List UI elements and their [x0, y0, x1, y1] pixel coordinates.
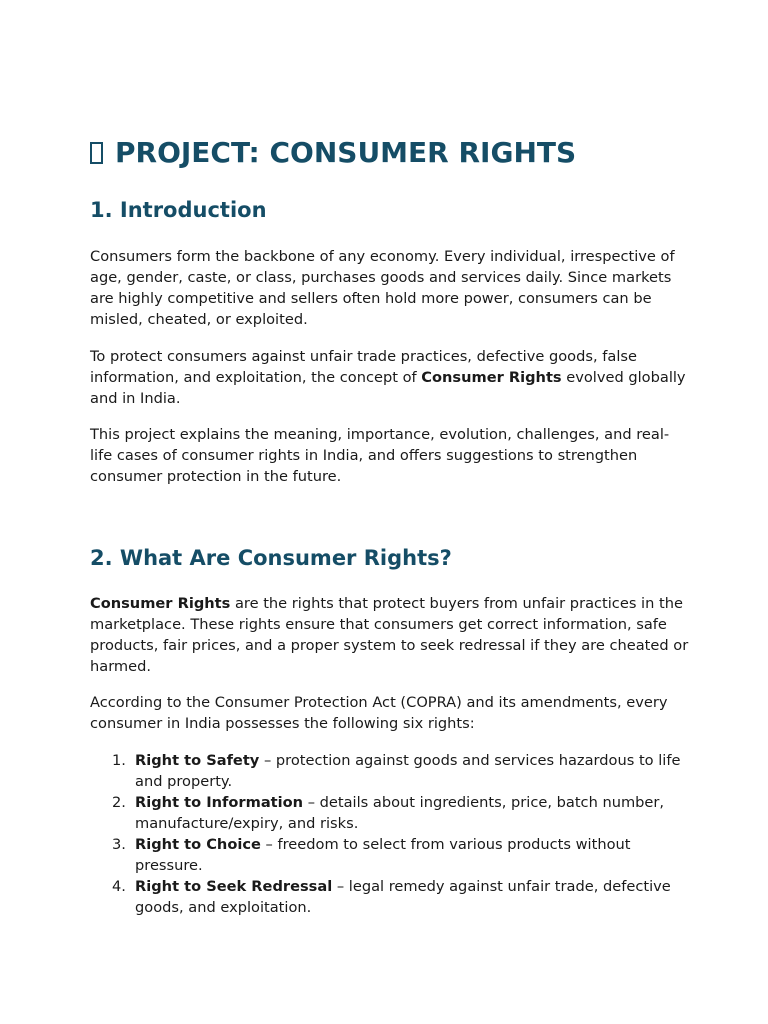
section-heading-introduction: 1. Introduction	[90, 198, 267, 222]
list-item-description: – legal remedy against unfair trade, defective goods, and exploitation.	[135, 878, 671, 916]
intro-paragraph-2-bold: Consumer Rights	[421, 369, 562, 386]
page-title	[90, 134, 576, 172]
rights-list	[90, 750, 690, 918]
definition-paragraph-after: are the rights that protect buyers from unfair practices in the marketplace. These rights ensure that consumers get correct information, safe products, fair prices, and a proper system to seek redressal if they are cheated or harmed.	[90, 595, 689, 675]
list-item-number: 1.	[112, 752, 126, 769]
intro-paragraph-3: This project explains the meaning, importance, evolution, challenges, and real-life cases of consumer rights in India, and offers suggestions to strengthen consumer protection in the future.	[90, 426, 670, 485]
missing-glyph-icon	[90, 142, 103, 164]
list-item	[90, 834, 690, 876]
list-item	[90, 792, 690, 834]
list-item-number: 3.	[112, 836, 126, 853]
list-item-description: – protection against goods and services hazardous to life and property.	[135, 752, 681, 790]
list-item	[90, 876, 690, 918]
copra-paragraph: According to the Consumer Protection Act (COPRA) and its amendments, every consumer in India possesses the following six rights:	[90, 694, 668, 732]
list-item-description: – freedom to select from various products without pressure.	[135, 836, 631, 874]
list-item-title: Right to Information	[135, 794, 304, 811]
list-item-title: Right to Safety	[135, 752, 260, 769]
list-item-description: – details about ingredients, price, batch number, manufacture/expiry, and risks.	[135, 794, 665, 832]
list-item-number: 2.	[112, 794, 126, 811]
list-item-number: 4.	[112, 878, 126, 895]
section-heading-what-are-consumer-rights: 2. What Are Consumer Rights?	[90, 546, 452, 570]
list-item	[90, 750, 690, 792]
intro-paragraph-1: Consumers form the backbone of any economy. Every individual, irrespective of age, gender, caste, or class, purchases goods and services daily. Since markets are highly competitive and sellers often hold more power, consumers can be misled, cheated, or exploited.	[90, 248, 675, 328]
intro-paragraph-2-after: evolved globally and in India.	[90, 369, 686, 407]
page-title-text: PROJECT: CONSUMER RIGHTS	[115, 136, 577, 169]
list-item-title: Right to Choice	[135, 836, 261, 853]
intro-paragraph-2	[90, 346, 690, 409]
intro-paragraph-2-before: To protect consumers against unfair trade practices, defective goods, false information, and exploitation, the concept of	[90, 348, 637, 386]
definition-paragraph	[90, 593, 690, 677]
definition-paragraph-bold: Consumer Rights	[90, 595, 231, 612]
list-item-title: Right to Seek Redressal	[135, 878, 333, 895]
